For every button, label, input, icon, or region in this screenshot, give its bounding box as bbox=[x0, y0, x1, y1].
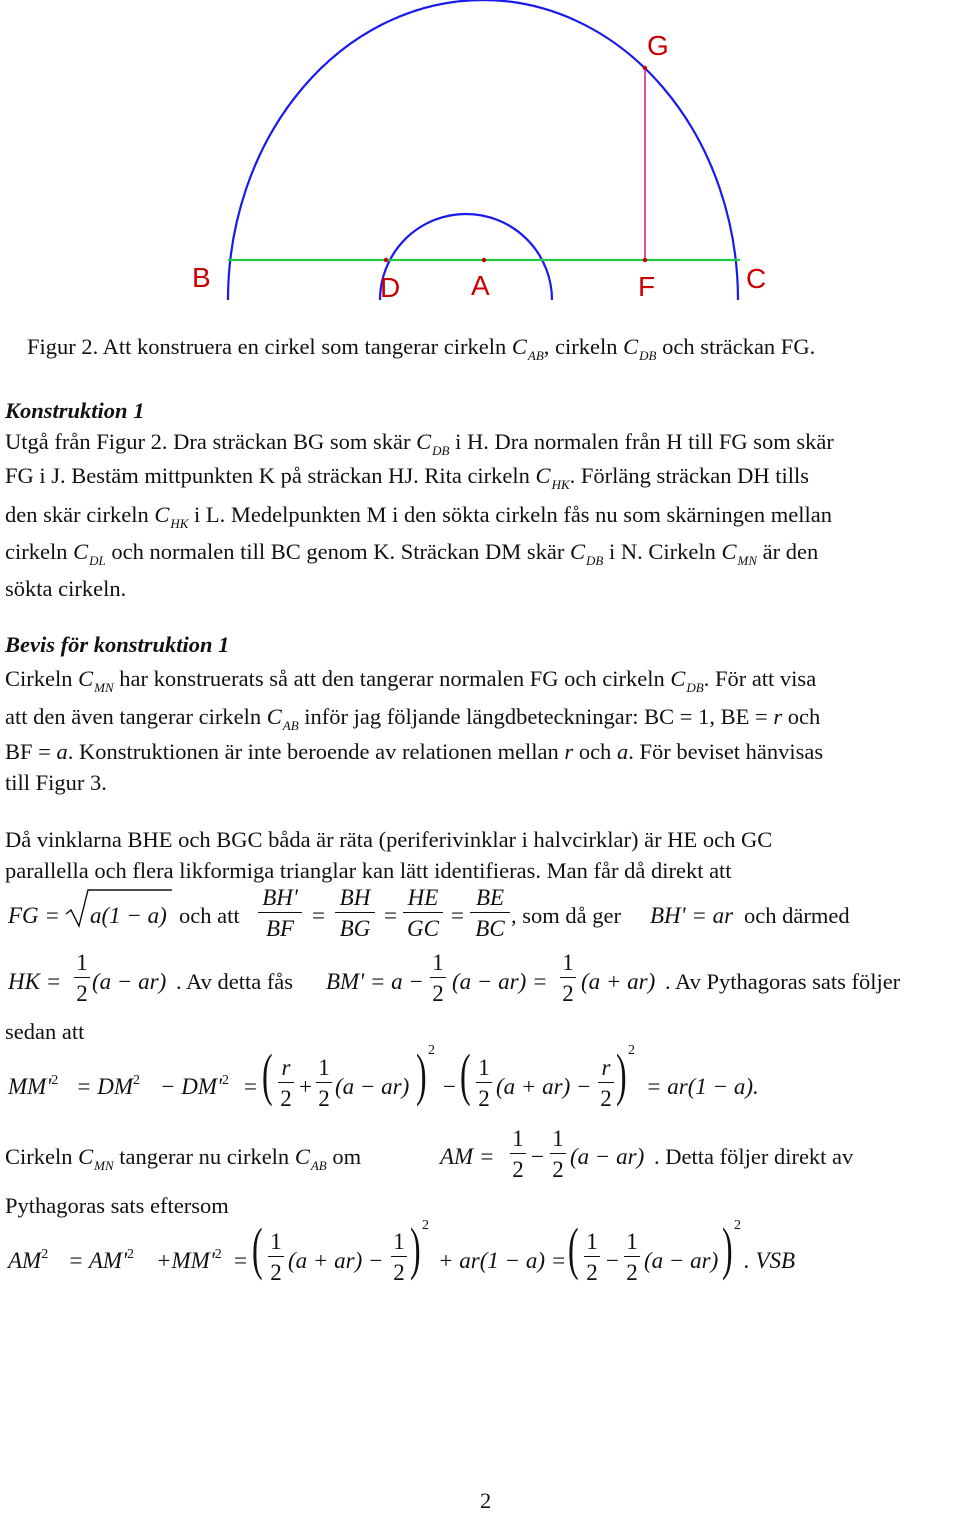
eq1-lhs: FG = bbox=[8, 903, 60, 928]
eq2-paren-2: (a − ar) = bbox=[452, 969, 548, 994]
figure-caption: Figur 2. Att konstruera en cirkel som tangerar cirkeln $C_{AB}$, cirkeln $C_{DB}$ och sträckan FG. bbox=[27, 334, 816, 363]
eq3-plus: + bbox=[299, 1074, 312, 1099]
sedan-att: sedan att bbox=[5, 1019, 85, 1044]
eq1-frac-3: HE GC bbox=[403, 886, 443, 940]
cirk-tail: . Detta följer direkt av bbox=[654, 1144, 854, 1169]
konstruktion-line-2: FG i J. Bestäm mittpunkten K på sträckan HJ. Rita cirkeln $C_{HK}$. Förläng sträckan DH tills bbox=[5, 463, 809, 492]
bevis-heading: Bevis för konstruktion 1 bbox=[5, 632, 230, 657]
cirk-half-2: 1 2 bbox=[550, 1127, 566, 1181]
eq1-tail-2: och därmed bbox=[744, 903, 850, 928]
bevis-line-2: att den även tangerar cirkeln $C_{AB}$ inför jag följande längdbeteckningar: BC = 1, BE = r och bbox=[5, 704, 821, 733]
point-a bbox=[482, 258, 486, 262]
eq2-paren-3: (a + ar) bbox=[581, 969, 656, 994]
eq1-sqrt-content: a(1 − a) bbox=[90, 903, 167, 928]
eq3-dm: = $DM^2$ bbox=[76, 1073, 141, 1099]
eq4-half-3: 1 2 bbox=[584, 1230, 600, 1284]
eq4-am-prime: = $AM'^2$ bbox=[68, 1247, 134, 1273]
eq4-paren-2: (a − ar) bbox=[644, 1248, 719, 1273]
eq3-r-half-2: r 2 bbox=[598, 1056, 614, 1110]
eq3-lparen-1: ( bbox=[262, 1042, 273, 1107]
eq1-equals-2: = bbox=[384, 903, 397, 928]
konstruktion-heading: Konstruktion 1 bbox=[5, 398, 145, 423]
arc-c-db bbox=[380, 214, 552, 300]
label-c: C bbox=[746, 263, 767, 294]
point-g bbox=[643, 66, 647, 70]
eq4-mid: + ar(1 − a) = bbox=[438, 1248, 567, 1273]
label-a: A bbox=[471, 270, 490, 301]
eq1-och-att: och att bbox=[179, 903, 240, 928]
eq4-half-2: 1 2 bbox=[391, 1230, 407, 1284]
eq4-equals: = bbox=[234, 1248, 247, 1273]
page-number: 2 bbox=[480, 1488, 492, 1513]
label-d: D bbox=[380, 272, 401, 303]
konstruktion-line-3: den skär cirkeln $C_{HK}$ i L. Medelpunkten M i den sökta cirkeln fås nu som skärningen mellan bbox=[5, 502, 833, 531]
eq1-tail-1: , som då ger bbox=[511, 903, 621, 928]
eq3-lhs: $MM'^2$ bbox=[8, 1073, 59, 1099]
label-g: G bbox=[647, 30, 669, 61]
eq3-sq-1: 2 bbox=[428, 1043, 435, 1058]
bevis-line-3: BF = a. Konstruktionen är inte beroende av relationen mellan r och a. För beviset hänvisas bbox=[5, 739, 824, 764]
eq2-half-3: 1 2 bbox=[560, 951, 576, 1005]
cirk-half-1: 1 2 bbox=[510, 1127, 526, 1181]
eq4-lhs: $AM^2$ bbox=[8, 1247, 49, 1273]
eq2-bm: BM' = a − bbox=[326, 969, 424, 994]
label-b: B bbox=[192, 262, 211, 293]
cirk-minus: − bbox=[531, 1144, 544, 1169]
eq4-sq-1: 2 bbox=[422, 1218, 429, 1233]
eq3-paren-2: (a + ar) − bbox=[496, 1074, 592, 1099]
eq1-frac-2: BH BG bbox=[335, 886, 375, 940]
bevis-line-1: Cirkeln $C_{MN}$ har konstruerats så att den tangerar normalen FG och cirkeln $C_{DB}$. För att visa bbox=[5, 666, 817, 695]
eq2-mid: . Av detta fås bbox=[176, 969, 294, 994]
eq2-tail: . Av Pythagoras sats följer bbox=[665, 969, 901, 994]
konstruktion-line-5: sökta cirkeln. bbox=[5, 576, 127, 601]
eq4-mm-prime: $+MM'^2$ bbox=[156, 1247, 222, 1273]
construction-figure bbox=[0, 0, 960, 305]
eq4-minus: − bbox=[606, 1248, 619, 1273]
eq1-equals-1: = bbox=[312, 903, 325, 928]
para-line-1: Då vinklarna BHE och BGC båda är räta (periferivinklar i halvcirklar) är HE och GC bbox=[5, 827, 773, 852]
eq3-half-2: 1 2 bbox=[476, 1056, 492, 1110]
eq4-rparen-1: ) bbox=[410, 1216, 421, 1281]
eq3-rparen-1: ) bbox=[416, 1042, 427, 1107]
eq1-tail-math: BH' = ar bbox=[650, 903, 734, 928]
eq3-sq-2: 2 bbox=[628, 1043, 635, 1058]
eq3-equals: = bbox=[244, 1074, 257, 1099]
eq3-rparen-2: ) bbox=[616, 1042, 627, 1107]
cirk-paren: (a − ar) bbox=[570, 1144, 645, 1169]
label-f: F bbox=[638, 271, 656, 302]
point-f bbox=[643, 258, 647, 262]
eq2-paren-1: (a − ar) bbox=[92, 969, 167, 994]
eq4-paren-1: (a + ar) − bbox=[288, 1248, 384, 1273]
bevis-line-4: till Figur 3. bbox=[5, 770, 107, 795]
point-d bbox=[384, 258, 388, 262]
eq3-lparen-2: ( bbox=[460, 1042, 471, 1107]
para-line-2: parallella och flera likformiga trianglar kan lätt identifieras. Man får då direkt att bbox=[5, 858, 732, 883]
eq4-lparen-2: ( bbox=[568, 1216, 579, 1281]
konstruktion-line-4: cirkeln $C_{DL}$ och normalen till BC genom K. Sträckan DM skär $C_{DB}$ i N. Cirkeln $C_{MN}$ är den bbox=[5, 539, 819, 568]
pythagoras-line: Pythagoras sats eftersom bbox=[5, 1193, 229, 1218]
eq3-minus: − bbox=[443, 1074, 456, 1099]
eq4-rparen-2: ) bbox=[722, 1216, 733, 1281]
eq2-half-2: 1 2 bbox=[430, 951, 446, 1005]
eq3-r-half: r 2 bbox=[278, 1056, 294, 1110]
eq3-half-1: 1 2 bbox=[316, 1056, 332, 1110]
eq4-sq-2: 2 bbox=[734, 1218, 741, 1233]
eq1-frac-4: BE BC bbox=[470, 886, 510, 940]
eq4-half-4: 1 2 bbox=[624, 1230, 640, 1284]
cirk-am: AM = bbox=[440, 1144, 495, 1169]
eq2-hk: HK = bbox=[8, 969, 62, 994]
eq4-half-1: 1 2 bbox=[268, 1230, 284, 1284]
eq3-dm-prime: − $DM'^2$ bbox=[160, 1073, 229, 1099]
eq1-frac-1: BH' BF bbox=[258, 886, 302, 940]
konstruktion-line-1: Utgå från Figur 2. Dra sträckan BG som skär $C_{DB}$ i H. Dra normalen från H till FG som skär bbox=[5, 429, 834, 458]
eq4-lparen-1: ( bbox=[252, 1216, 263, 1281]
eq4-end: . VSB bbox=[744, 1248, 796, 1273]
eq3-paren-1: (a − ar) bbox=[335, 1074, 410, 1099]
cirkeln-text: Cirkeln $C_{MN}$ tangerar nu cirkeln $C_{AB}$ om bbox=[5, 1144, 362, 1173]
eq3-result: = ar(1 − a). bbox=[646, 1074, 759, 1099]
eq2-half-1: 1 2 bbox=[74, 951, 90, 1005]
eq1-equals-3: = bbox=[451, 903, 464, 928]
